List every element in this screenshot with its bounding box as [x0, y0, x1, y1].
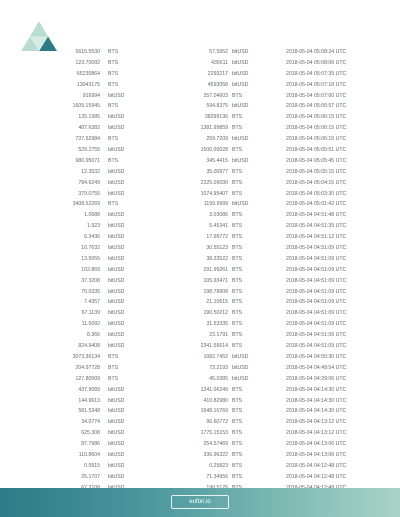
received-amount: 35.00977	[206, 168, 228, 175]
received-asset: bitUSD	[232, 201, 249, 208]
trade-date: 2018-05-04 05:01:42 UTC	[286, 201, 347, 208]
sent-asset: BTS	[108, 49, 119, 55]
table-row	[0, 352, 400, 363]
trade-date: 2018-05-04 04:51:09 UTC	[286, 310, 347, 317]
trade-date: 2018-05-04 05:06:15 UTC	[286, 114, 347, 121]
sent-asset: bitUSD	[108, 397, 125, 404]
sent-asset: BTS	[108, 136, 119, 143]
trade-date: 2018-05-04 04:51:09 UTC	[286, 245, 347, 252]
sent-amount: 529.2755	[78, 147, 100, 154]
received-asset: bitUSD	[232, 81, 249, 88]
table-row	[0, 417, 400, 428]
received-amount: 291.99261	[203, 266, 228, 273]
sent-amount: 25.1707	[81, 473, 100, 480]
received-asset: BTS	[232, 321, 243, 328]
received-asset: BTS	[232, 277, 243, 284]
sent-amount: 12.3532	[81, 168, 100, 175]
table-row	[0, 145, 400, 156]
received-asset: BTS	[232, 451, 243, 458]
received-amount: 30.55123	[206, 245, 228, 252]
sent-asset: bitUSD	[108, 277, 125, 284]
sent-asset: bitUSD	[108, 223, 125, 230]
received-asset: BTS	[232, 397, 243, 404]
table-row	[0, 69, 400, 80]
received-amount: 1500.00028	[200, 147, 228, 154]
table-row	[0, 156, 400, 167]
sent-amount: 1609.15945	[72, 103, 100, 110]
sent-amount: 0.0915	[84, 462, 100, 469]
sent-amount: 487.6382	[78, 125, 100, 132]
received-amount: 336.96322	[203, 451, 228, 458]
table-row	[0, 167, 400, 178]
received-amount: 23.1791	[209, 332, 228, 339]
trade-date: 2018-05-04 05:05:51 UTC	[286, 147, 347, 154]
sent-amount: 6.3436	[84, 234, 100, 241]
trade-date: 2018-05-04 04:51:09 UTC	[286, 255, 347, 262]
received-asset: BTS	[232, 92, 243, 99]
website-link[interactable]: eufon.io	[171, 495, 229, 509]
sent-asset: BTS	[108, 375, 119, 382]
trade-date: 2018-05-04 04:50:30 UTC	[286, 353, 347, 360]
sent-asset: bitUSD	[108, 266, 125, 273]
sent-amount: 916994	[82, 92, 100, 99]
table-row	[0, 243, 400, 254]
received-amount: 4593058	[207, 81, 228, 88]
trade-date: 2018-05-04 04:51:09 UTC	[286, 299, 347, 306]
table-row	[0, 265, 400, 276]
trade-date: 2018-05-04 04:51:09 UTC	[286, 343, 347, 350]
received-asset: bitUSD	[232, 353, 249, 360]
sent-asset: bitUSD	[108, 245, 125, 252]
sent-amount: 70.0335	[81, 288, 100, 295]
trade-date: 2018-05-04 04:51:12 UTC	[286, 234, 347, 241]
sent-asset: bitUSD	[108, 212, 125, 219]
received-amount: 198.78908	[203, 288, 228, 295]
table-row	[0, 210, 400, 221]
trade-date: 2018-05-04 04:29:06 UTC	[286, 375, 347, 382]
trade-date: 2018-05-04 04:51:09 UTC	[286, 332, 347, 339]
trade-date: 2018-05-04 05:07:39 UTC	[286, 70, 347, 77]
sent-asset: BTS	[108, 201, 119, 208]
trade-date: 2018-05-04 04:51:09 UTC	[286, 266, 347, 273]
received-amount: 345.4415	[206, 157, 228, 164]
table-row	[0, 406, 400, 417]
sent-asset: BTS	[108, 103, 119, 110]
trade-date: 2018-05-04 05:07:00 UTC	[286, 92, 347, 99]
sent-amount: 3073.36134	[72, 353, 100, 360]
sent-amount: 1.923	[87, 223, 100, 230]
received-amount: 1381.99859	[200, 125, 228, 132]
received-asset: BTS	[232, 288, 243, 295]
received-asset: BTS	[232, 343, 243, 350]
received-amount: 1241.06249	[200, 386, 228, 393]
table-row	[0, 330, 400, 341]
received-amount: 1082.7452	[203, 353, 228, 360]
sent-asset: bitUSD	[108, 408, 125, 415]
sent-amount: 8.366	[87, 332, 100, 339]
sent-asset: bitUSD	[108, 255, 125, 262]
table-row	[0, 461, 400, 472]
trade-date: 2018-05-04 05:06:57 UTC	[286, 103, 347, 110]
table-row	[0, 101, 400, 112]
sent-amount: 102.869	[81, 266, 100, 273]
trade-date: 2018-05-04 04:13:06 UTC	[286, 441, 347, 448]
received-amount: 435611	[211, 59, 228, 66]
received-asset: BTS	[232, 168, 243, 175]
received-asset: BTS	[232, 125, 243, 132]
sent-asset: bitUSD	[108, 288, 125, 295]
sent-asset: BTS	[108, 81, 119, 88]
trade-date: 2018-05-04 04:14:30 UTC	[286, 408, 347, 415]
sent-amount: 581.5348	[78, 408, 100, 415]
trade-date: 2018-05-04 05:05:45 UTC	[286, 157, 347, 164]
received-asset: BTS	[232, 419, 243, 426]
sent-amount: 13043175	[76, 81, 100, 88]
sent-asset: bitUSD	[108, 386, 125, 393]
received-asset: BTS	[232, 332, 243, 339]
trade-date: 2018-05-04 04:14:30 UTC	[286, 386, 347, 393]
sent-asset: bitUSD	[108, 310, 125, 317]
received-amount: 0.25823	[209, 462, 228, 469]
sent-amount: 204.97728	[75, 364, 100, 371]
sent-asset: bitUSD	[108, 430, 125, 437]
received-amount: 2341.56614	[200, 343, 228, 350]
received-asset: BTS	[232, 386, 243, 393]
received-amount: 96.60772	[206, 419, 228, 426]
sent-asset: bitUSD	[108, 321, 125, 328]
received-asset: BTS	[232, 430, 243, 437]
sent-asset: bitUSD	[108, 419, 125, 426]
received-asset: BTS	[232, 462, 243, 469]
sent-asset: bitUSD	[108, 168, 125, 175]
received-amount: 410.82980	[203, 397, 228, 404]
received-asset: BTS	[232, 223, 243, 230]
received-amount: 594.8375	[206, 103, 228, 110]
sent-asset: bitUSD	[108, 179, 125, 186]
sent-asset: BTS	[108, 353, 119, 360]
trade-date: 2018-05-04 04:51:48 UTC	[286, 212, 347, 219]
received-amount: 2293217	[207, 70, 228, 77]
sent-asset: BTS	[108, 59, 119, 66]
sent-asset: bitUSD	[108, 473, 125, 480]
received-amount: 71.34956	[206, 473, 228, 480]
received-amount: 1648.10769	[200, 408, 228, 415]
table-row	[0, 428, 400, 439]
received-asset: BTS	[232, 190, 243, 197]
sent-amount: 13.5055	[81, 255, 100, 262]
received-amount: 257.04603	[203, 92, 228, 99]
sent-amount: 784.6249	[78, 179, 100, 186]
received-amount: 5.45341	[209, 223, 228, 230]
received-asset: BTS	[232, 310, 243, 317]
received-asset: bitUSD	[232, 375, 249, 382]
received-asset: BTS	[232, 179, 243, 186]
received-amount: 1775.15153	[200, 430, 228, 437]
table-row	[0, 385, 400, 396]
trade-date: 2018-05-04 04:49:54 UTC	[286, 364, 347, 371]
received-asset: BTS	[232, 234, 243, 241]
received-amount: 57.5952	[209, 49, 228, 55]
footer-bar	[0, 488, 400, 517]
trade-date: 2018-05-04 05:08:24 UTC	[286, 49, 347, 55]
received-amount: 105.93471	[203, 277, 228, 284]
received-asset: bitUSD	[232, 59, 249, 66]
table-row	[0, 232, 400, 243]
received-asset: BTS	[232, 212, 243, 219]
trade-date: 2018-05-04 04:13:06 UTC	[286, 451, 347, 458]
trade-date: 2018-05-04 04:51:09 UTC	[286, 288, 347, 295]
sent-asset: bitUSD	[108, 451, 125, 458]
sent-amount: 110.8604	[78, 451, 100, 458]
received-asset: bitUSD	[232, 157, 249, 164]
received-amount: 2225.06090	[200, 179, 228, 186]
trade-date: 2018-05-04 05:06:15 UTC	[286, 136, 347, 143]
received-amount: 38299136	[204, 114, 228, 121]
sent-asset: bitUSD	[108, 462, 125, 469]
sent-amount: 625.308	[81, 430, 100, 437]
received-asset: BTS	[232, 473, 243, 480]
trade-date: 2018-05-04 05:04:15 UTC	[286, 179, 347, 186]
received-asset: BTS	[232, 255, 243, 262]
trade-date: 2018-05-04 05:08:06 UTC	[286, 59, 347, 66]
received-asset: BTS	[232, 114, 243, 121]
table-row	[0, 396, 400, 407]
table-row	[0, 178, 400, 189]
received-amount: 21.10615	[206, 299, 228, 306]
sent-asset: bitUSD	[108, 190, 125, 197]
received-amount: 3.03086	[209, 212, 228, 219]
sent-amount: 10.7632	[81, 245, 100, 252]
trade-history-table	[0, 47, 400, 515]
received-amount: 31.53335	[206, 321, 228, 328]
received-asset: BTS	[232, 245, 243, 252]
trade-date: 2018-05-04 05:06:15 UTC	[286, 125, 347, 132]
sent-asset: bitUSD	[108, 147, 125, 154]
sent-amount: 11.5092	[81, 321, 100, 328]
sent-asset: BTS	[108, 157, 119, 164]
sent-asset: BTS	[108, 70, 119, 77]
trade-date: 2018-05-04 04:14:30 UTC	[286, 397, 347, 404]
sent-amount: 379.0755	[78, 190, 100, 197]
received-asset: BTS	[232, 299, 243, 306]
table-row	[0, 341, 400, 352]
sent-asset: bitUSD	[108, 125, 125, 132]
table-row	[0, 472, 400, 483]
sent-amount: 5615.5530	[75, 49, 100, 55]
sent-asset: bitUSD	[108, 92, 125, 99]
received-asset: BTS	[232, 266, 243, 273]
table-row	[0, 450, 400, 461]
table-row	[0, 374, 400, 385]
received-amount: 254.57469	[203, 441, 228, 448]
sent-asset: BTS	[108, 364, 119, 371]
table-row	[0, 308, 400, 319]
received-asset: bitUSD	[232, 49, 249, 55]
table-row	[0, 254, 400, 265]
received-amount: 17.99772	[206, 234, 228, 241]
trade-date: 2018-05-04 04:12:48 UTC	[286, 462, 347, 469]
sent-amount: 7.4357	[84, 299, 100, 306]
table-row	[0, 439, 400, 450]
table-row	[0, 91, 400, 102]
sent-amount: 824.9408	[78, 343, 100, 350]
sent-amount: 1.0688	[84, 212, 100, 219]
table-row	[0, 319, 400, 330]
sent-amount: 135.1385	[78, 114, 100, 121]
trade-date: 2018-05-04 04:13:12 UTC	[286, 430, 347, 437]
received-amount: 38.33522	[206, 255, 228, 262]
table-row	[0, 297, 400, 308]
sent-asset: bitUSD	[108, 332, 125, 339]
received-asset: bitUSD	[232, 70, 249, 77]
sent-amount: 87.7986	[81, 441, 100, 448]
table-row	[0, 47, 400, 58]
received-amount: 190.50212	[203, 310, 228, 317]
sent-asset: bitUSD	[108, 343, 125, 350]
received-asset: bitUSD	[232, 136, 249, 143]
received-amount: 259.7209	[206, 136, 228, 143]
table-row	[0, 80, 400, 91]
sent-amount: 65230864	[76, 70, 100, 77]
sent-amount: 144.9613	[78, 397, 100, 404]
trade-date: 2018-05-04 05:03:30 UTC	[286, 190, 347, 197]
table-row	[0, 287, 400, 298]
sent-asset: bitUSD	[108, 441, 125, 448]
sent-amount: 123.70092	[75, 59, 100, 66]
sent-amount: 437.9089	[78, 386, 100, 393]
table-row	[0, 199, 400, 210]
sent-amount: 737.52984	[75, 136, 100, 143]
table-row	[0, 134, 400, 145]
trade-date: 2018-05-04 04:51:09 UTC	[286, 277, 347, 284]
sent-asset: bitUSD	[108, 299, 125, 306]
trade-date: 2018-05-04 05:07:18 UTC	[286, 81, 347, 88]
table-row	[0, 58, 400, 69]
sent-amount: 34.0774	[81, 419, 100, 426]
trade-date: 2018-05-04 04:13:12 UTC	[286, 419, 347, 426]
table-row	[0, 276, 400, 287]
received-amount: 1074.95407	[200, 190, 228, 197]
trade-date: 2018-05-04 04:12:48 UTC	[286, 473, 347, 480]
received-asset: bitUSD	[232, 103, 249, 110]
sent-amount: 127.80509	[75, 375, 100, 382]
received-asset: BTS	[232, 441, 243, 448]
sent-amount: 37.3208	[81, 277, 100, 284]
received-asset: BTS	[232, 408, 243, 415]
sent-amount: 980.95071	[75, 157, 100, 164]
received-amount: 1199.9999	[203, 201, 228, 208]
table-row	[0, 112, 400, 123]
table-row	[0, 123, 400, 134]
trade-date: 2018-05-04 05:05:15 UTC	[286, 168, 347, 175]
received-asset: bitUSD	[232, 364, 249, 371]
sent-amount: 67.1139	[81, 310, 100, 317]
sent-asset: bitUSD	[108, 234, 125, 241]
table-row	[0, 363, 400, 374]
sent-amount: 3408.52269	[72, 201, 100, 208]
trade-date: 2018-05-04 04:51:09 UTC	[286, 321, 347, 328]
received-amount: 72.2193	[209, 364, 228, 371]
received-amount: 45.0385	[209, 375, 228, 382]
trade-date: 2018-05-04 04:51:39 UTC	[286, 223, 347, 230]
sent-asset: bitUSD	[108, 114, 125, 121]
table-row	[0, 221, 400, 232]
received-asset: BTS	[232, 147, 243, 154]
table-row	[0, 189, 400, 200]
